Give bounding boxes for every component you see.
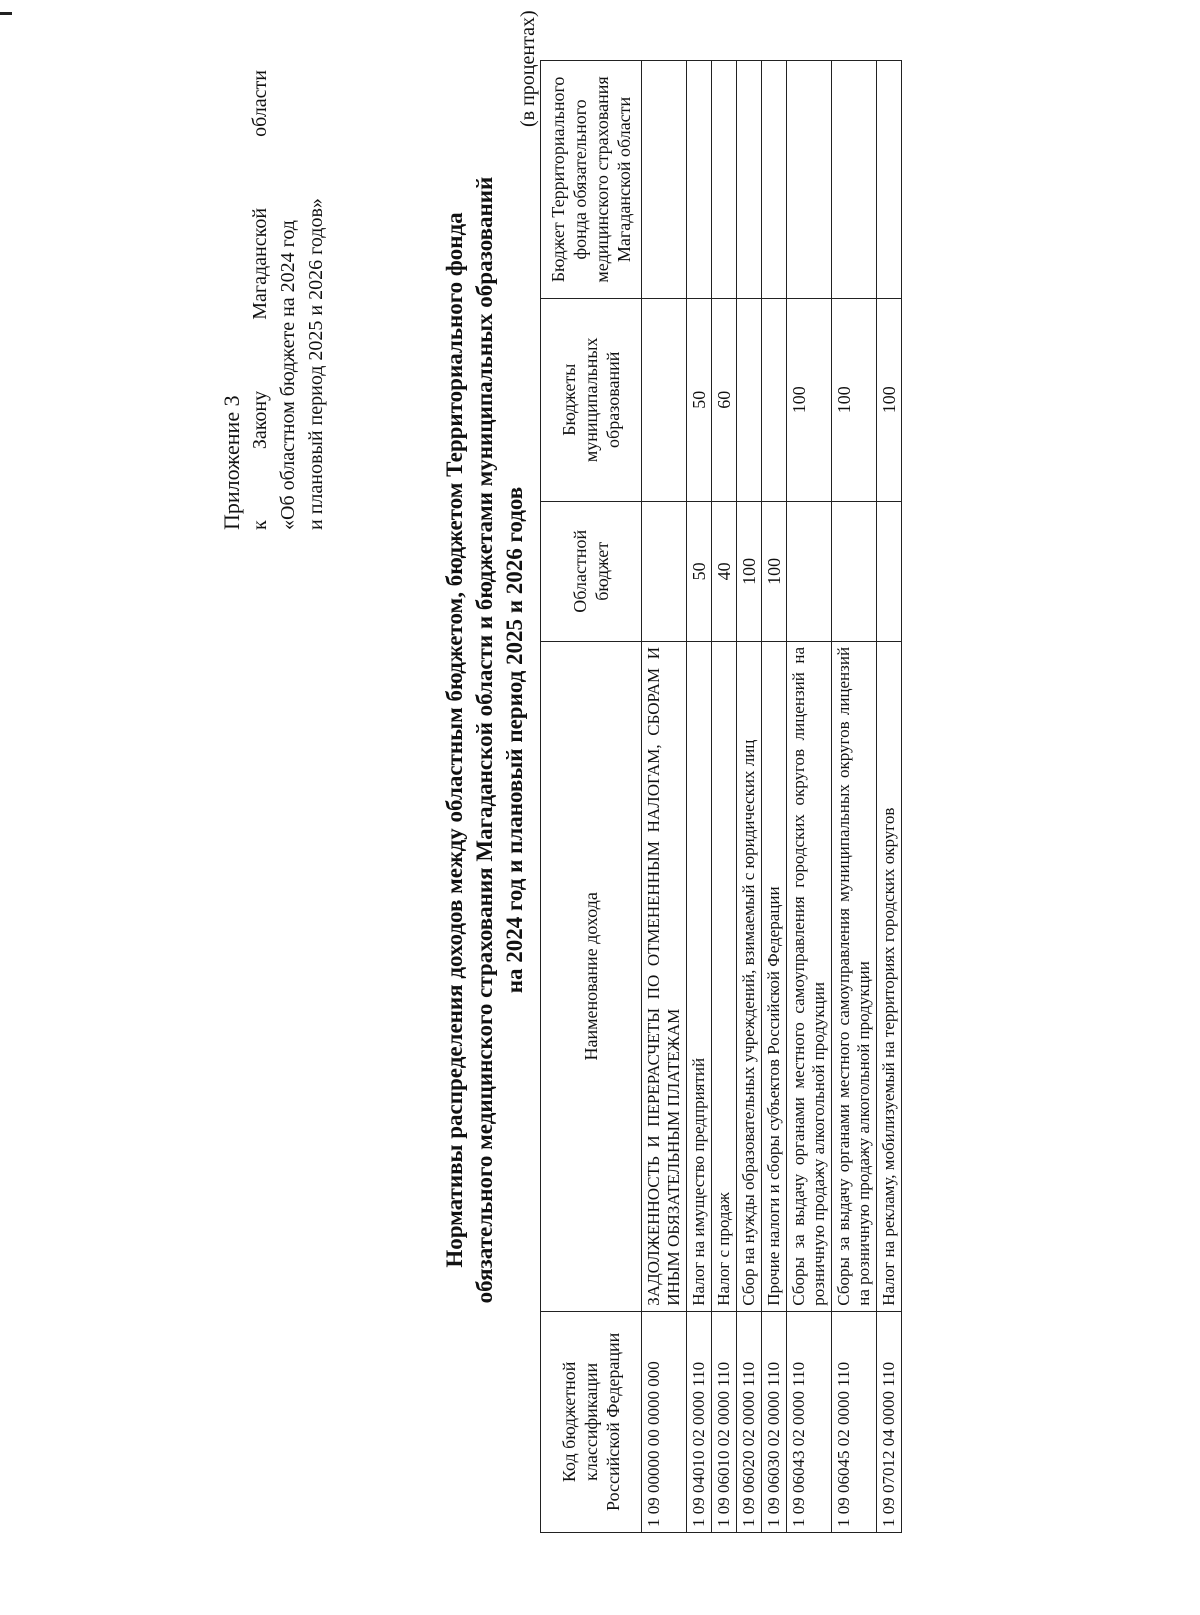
appendix-header (218, 70, 330, 530)
row-name-cell: Прочие налоги и сборы субъектов Российской Федерации (762, 641, 787, 1311)
law-reference-line1 (246, 70, 274, 530)
row-name-cell: Сборы за выдачу органами местного самоуправления муниципальных округов лицензий на розничную продажу алкогольной продукции (832, 641, 877, 1311)
row-municipal-cell: 100 (832, 298, 877, 501)
row-fund-cell (877, 61, 902, 299)
header-regional: Областной бюджет (541, 501, 642, 641)
law-region: Магаданской (249, 207, 271, 320)
row-regional-cell (832, 501, 877, 641)
law-k: к (249, 520, 271, 530)
header-municipal: Бюджеты муниципальных образований (541, 298, 642, 501)
row-name-cell: Налог с продаж (712, 641, 737, 1311)
row-name-cell: Налог на рекламу, мобилизуемый на территориях городских округов (877, 641, 902, 1311)
row-fund-cell (762, 61, 787, 299)
row-name-cell: ЗАДОЛЖЕННОСТЬ И ПЕРЕРАСЧЕТЫ ПО ОТМЕНЕННЫМ НАЛОГАМ, СБОРАМ И ИНЫМ ОБЯЗАТЕЛЬНЫМ ПЛАТЕЖАМ (642, 641, 687, 1311)
row-municipal-cell: 100 (877, 298, 902, 501)
row-regional-cell: 40 (712, 501, 737, 641)
row-municipal-cell: 100 (787, 298, 832, 501)
row-code-cell: 1 09 06030 02 0000 110 (762, 1311, 787, 1532)
norms-table (540, 60, 902, 1533)
units-note: (в процентах) (517, 10, 539, 127)
row-code-cell: 1 09 07012 04 0000 110 (877, 1311, 902, 1532)
header-name: Наименование дохода (541, 641, 642, 1311)
table-header-row (541, 61, 642, 1533)
header-code: Код бюджетной классификации Российской Федерации (541, 1311, 642, 1532)
row-code-cell: 1 09 06045 02 0000 110 (832, 1311, 877, 1532)
table-row (832, 61, 877, 1533)
row-code-cell: 1 09 06043 02 0000 110 (787, 1311, 832, 1532)
table-row (737, 61, 762, 1533)
row-code-cell: 1 09 06010 02 0000 110 (712, 1311, 737, 1532)
row-fund-cell (642, 61, 687, 299)
row-fund-cell (787, 61, 832, 299)
row-municipal-cell: 60 (712, 298, 737, 501)
law-reference-line2: «Об областном бюджете на 2024 год (277, 220, 299, 530)
table-row (787, 61, 832, 1533)
table-row (642, 61, 687, 1533)
row-regional-cell: 100 (737, 501, 762, 641)
law-region-word: области (249, 70, 271, 137)
law-reference-line3: и плановый период 2025 и 2026 годов» (305, 198, 327, 530)
row-code-cell: 1 09 06020 02 0000 110 (737, 1311, 762, 1532)
header-fund: Бюджет Территориального фонда обязательного медицинского страхования Магаданской области (541, 61, 642, 299)
title-line1: Нормативы распределения доходов между областным бюджетом, бюджетом Территориального фонда (442, 212, 467, 1268)
row-municipal-cell: 50 (687, 298, 712, 501)
row-code-cell: 1 09 00000 00 0000 000 (642, 1311, 687, 1532)
title-line3: на 2024 год и плановый период 2025 и 2026 годов (502, 486, 527, 994)
row-municipal-cell (737, 298, 762, 501)
row-fund-cell (687, 61, 712, 299)
row-fund-cell (832, 61, 877, 299)
row-regional-cell (787, 501, 832, 641)
document-title (440, 175, 530, 1305)
appendix-number: Приложение 3 (219, 395, 244, 530)
table-body (642, 61, 902, 1533)
row-fund-cell (712, 61, 737, 299)
title-line2: обязательного медицинского страхования Магаданской области и бюджетами муниципальных образований (472, 176, 497, 1304)
row-regional-cell: 100 (762, 501, 787, 641)
table-row (687, 61, 712, 1533)
table-row (877, 61, 902, 1533)
table-row (762, 61, 787, 1533)
row-municipal-cell (642, 298, 687, 501)
row-regional-cell: 50 (687, 501, 712, 641)
row-name-cell: Налог на имущество предприятий (687, 641, 712, 1311)
row-municipal-cell (762, 298, 787, 501)
law-word: Закону (249, 390, 271, 450)
row-regional-cell (642, 501, 687, 641)
table-row (712, 61, 737, 1533)
row-regional-cell (877, 501, 902, 641)
row-fund-cell (737, 61, 762, 299)
scan-edge-mark (0, 12, 12, 15)
row-name-cell: Сбор на нужды образовательных учреждений, взимаемый с юридических лиц (737, 641, 762, 1311)
row-name-cell: Сборы за выдачу органами местного самоуправления городских округов лицензий на розничную продажу алкогольной продукции (787, 641, 832, 1311)
row-code-cell: 1 09 04010 02 0000 110 (687, 1311, 712, 1532)
